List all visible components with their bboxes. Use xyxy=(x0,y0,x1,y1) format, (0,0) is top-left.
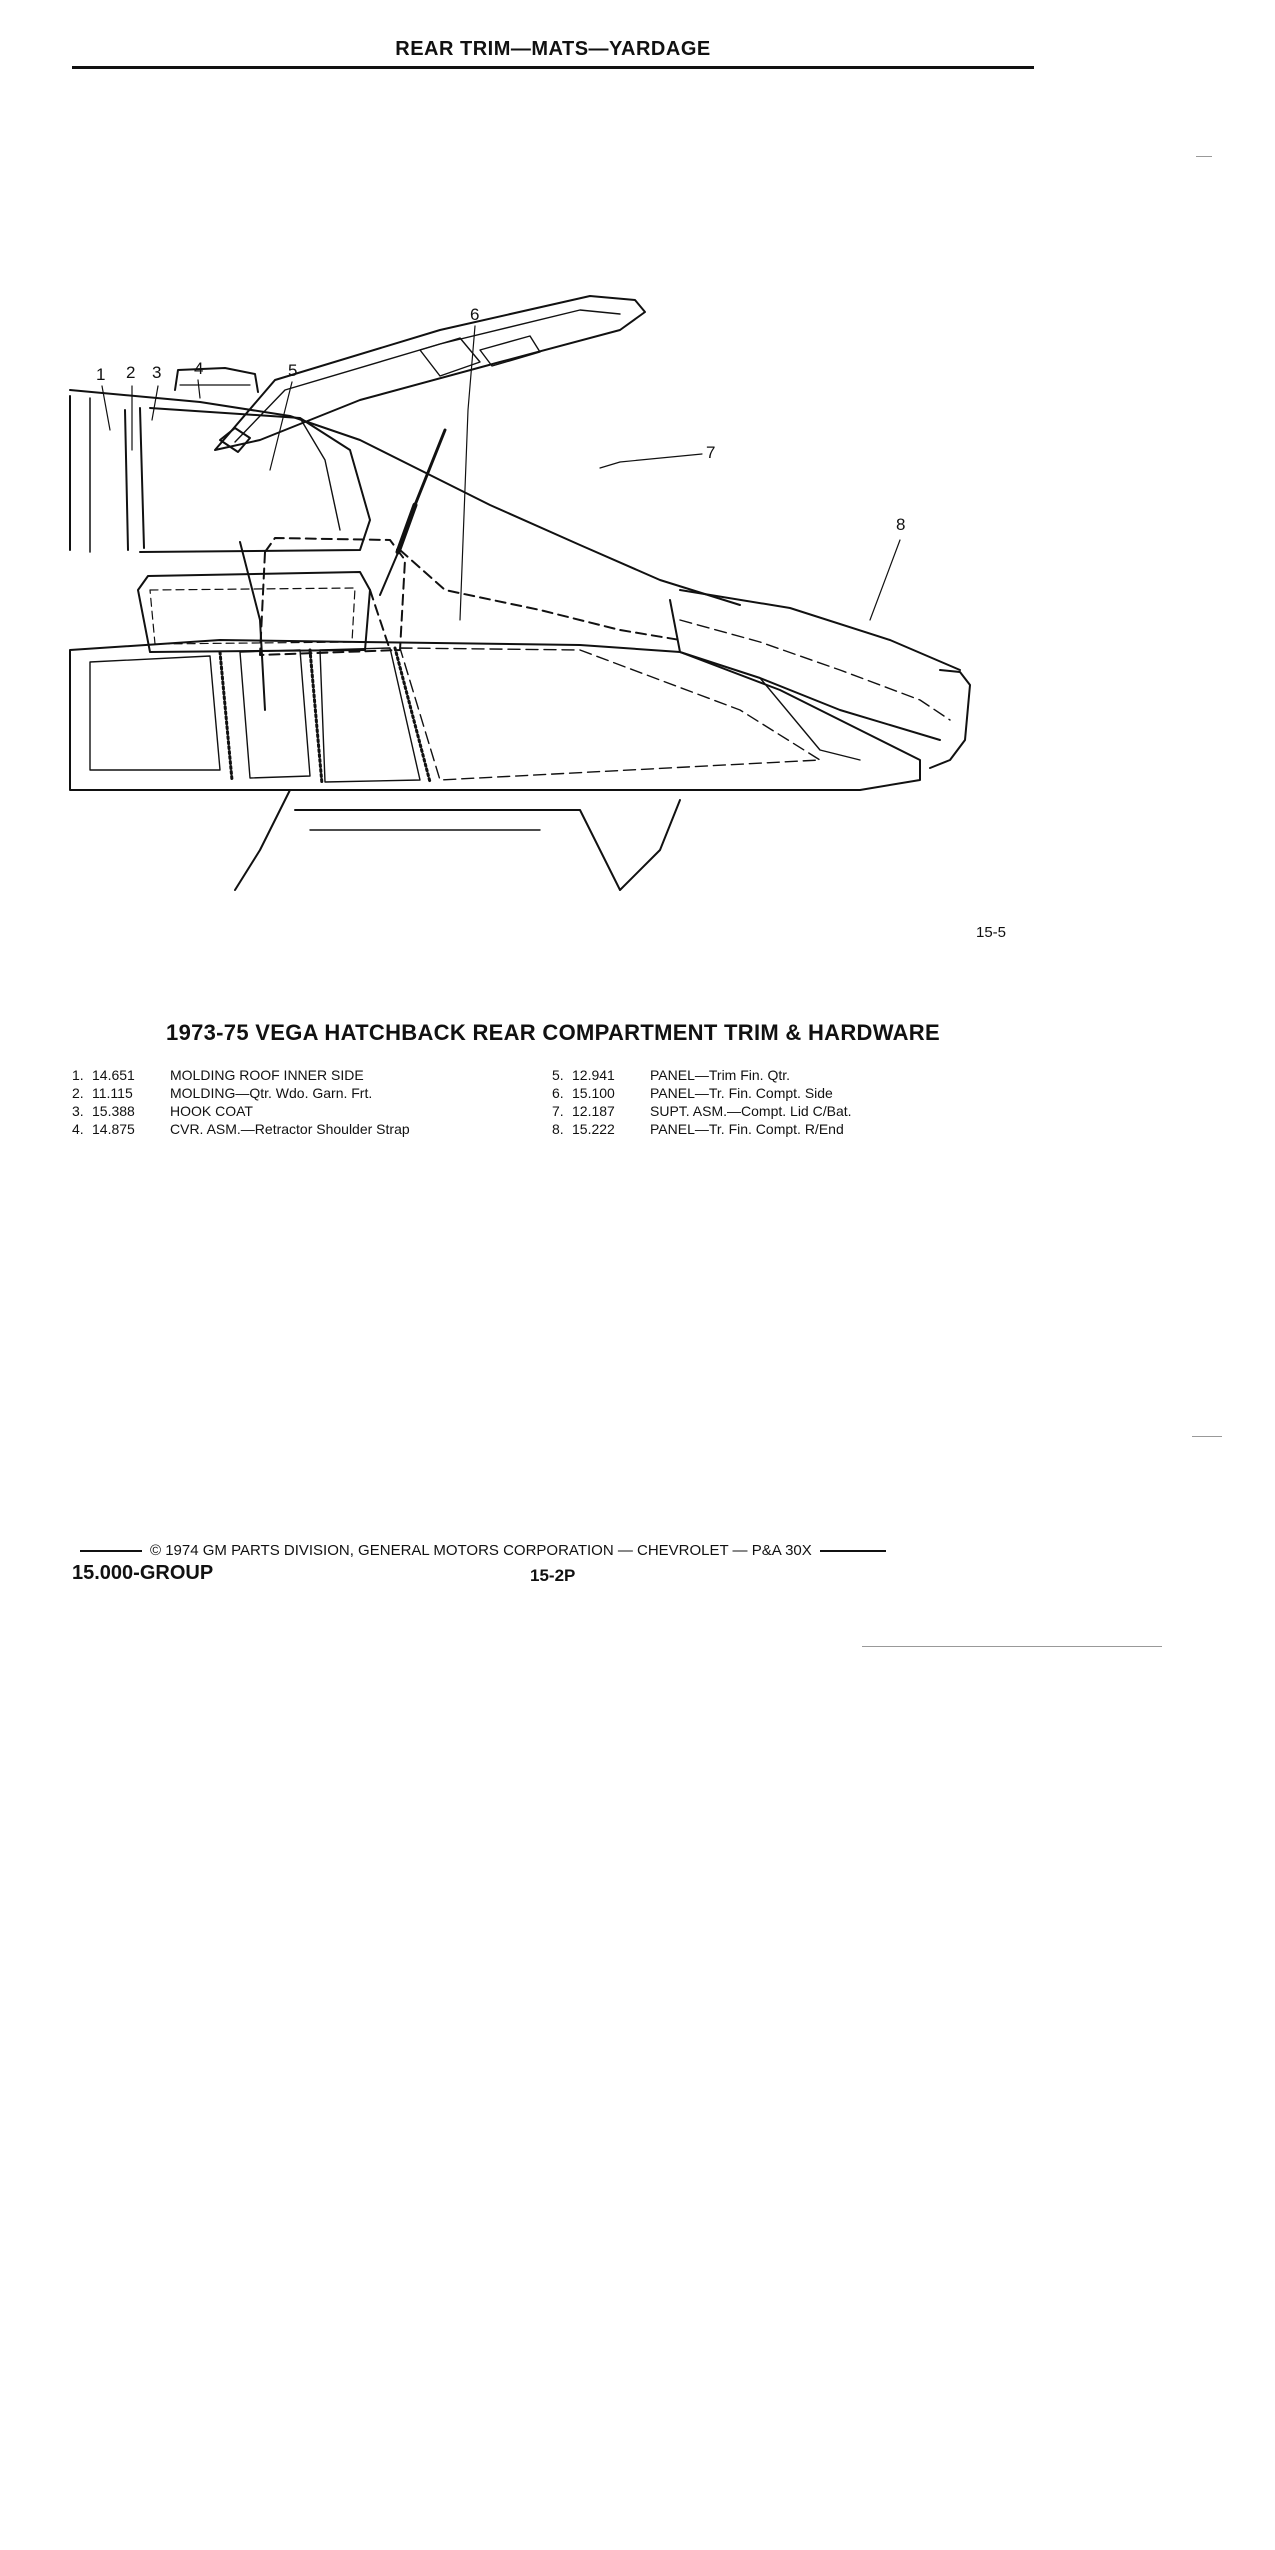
rear-compartment-drawing xyxy=(60,290,1050,900)
part-code: 12.941 xyxy=(572,1067,615,1083)
scan-speck xyxy=(862,1646,1162,1647)
callout-7: 7 xyxy=(706,443,716,462)
part-row xyxy=(552,1120,852,1138)
part-row xyxy=(552,1102,852,1120)
rear-compartment-diagram xyxy=(60,290,1050,900)
part-description: PANEL—Tr. Fin. Compt. R/End xyxy=(650,1121,844,1137)
part-number: 6. xyxy=(552,1085,564,1101)
part-code: 12.187 xyxy=(572,1103,615,1119)
header-rule xyxy=(72,66,1034,69)
figure-caption: 1973-75 VEGA HATCHBACK REAR COMPARTMENT TRIM & HARDWARE xyxy=(166,1020,940,1045)
part-description: HOOK COAT xyxy=(170,1103,253,1119)
part-description: PANEL—Trim Fin. Qtr. xyxy=(650,1067,791,1083)
footer-copyright-line xyxy=(72,1542,1014,1559)
part-row xyxy=(552,1084,852,1102)
part-code: 11.115 xyxy=(92,1085,133,1101)
callout-1: 1 xyxy=(96,365,106,384)
part-description: PANEL—Tr. Fin. Compt. Side xyxy=(650,1085,833,1101)
part-number: 5. xyxy=(552,1067,564,1083)
part-code: 15.100 xyxy=(572,1085,615,1101)
part-code: 15.222 xyxy=(572,1121,615,1137)
part-number: 1. xyxy=(72,1067,84,1083)
part-number: 4. xyxy=(72,1121,84,1137)
part-row xyxy=(72,1102,410,1120)
part-description: MOLDING—Qtr. Wdo. Garn. Frt. xyxy=(170,1085,373,1101)
callout-4: 4 xyxy=(194,359,204,378)
part-code: 15.388 xyxy=(92,1103,135,1119)
scan-speck xyxy=(1196,156,1212,157)
callout-2: 2 xyxy=(126,363,136,382)
callout-6: 6 xyxy=(470,305,480,324)
callout-5: 5 xyxy=(288,361,298,380)
parts-list-left xyxy=(72,1066,410,1138)
scan-speck xyxy=(1192,1436,1222,1437)
part-number: 2. xyxy=(72,1085,84,1101)
part-code: 14.875 xyxy=(92,1121,135,1137)
part-description: SUPT. ASM.—Compt. Lid C/Bat. xyxy=(650,1103,852,1119)
footer-rule-right xyxy=(820,1550,886,1552)
part-code: 14.651 xyxy=(92,1067,135,1083)
footer-group-label: 15.000-GROUP xyxy=(72,1562,214,1584)
footer-page-number: 15-2P xyxy=(530,1566,576,1585)
callout-8: 8 xyxy=(896,515,906,534)
part-description: CVR. ASM.—Retractor Shoulder Strap xyxy=(170,1121,410,1137)
footer-rule-left xyxy=(80,1550,142,1552)
part-row xyxy=(72,1120,410,1138)
part-row xyxy=(72,1066,410,1084)
figure-number: 15-5 xyxy=(976,924,1007,941)
page-header: REAR TRIM—MATS—YARDAGE xyxy=(395,38,711,60)
part-number: 3. xyxy=(72,1103,84,1119)
part-row xyxy=(72,1084,410,1102)
part-number: 7. xyxy=(552,1103,564,1119)
part-row xyxy=(552,1066,852,1084)
part-number: 8. xyxy=(552,1121,564,1137)
part-description: MOLDING ROOF INNER SIDE xyxy=(170,1067,364,1083)
callout-3: 3 xyxy=(152,363,162,382)
footer-copyright: © 1974 GM PARTS DIVISION, GENERAL MOTORS CORPORATION — CHEVROLET — P&A 30X xyxy=(150,1542,812,1559)
parts-list-right xyxy=(552,1066,852,1138)
